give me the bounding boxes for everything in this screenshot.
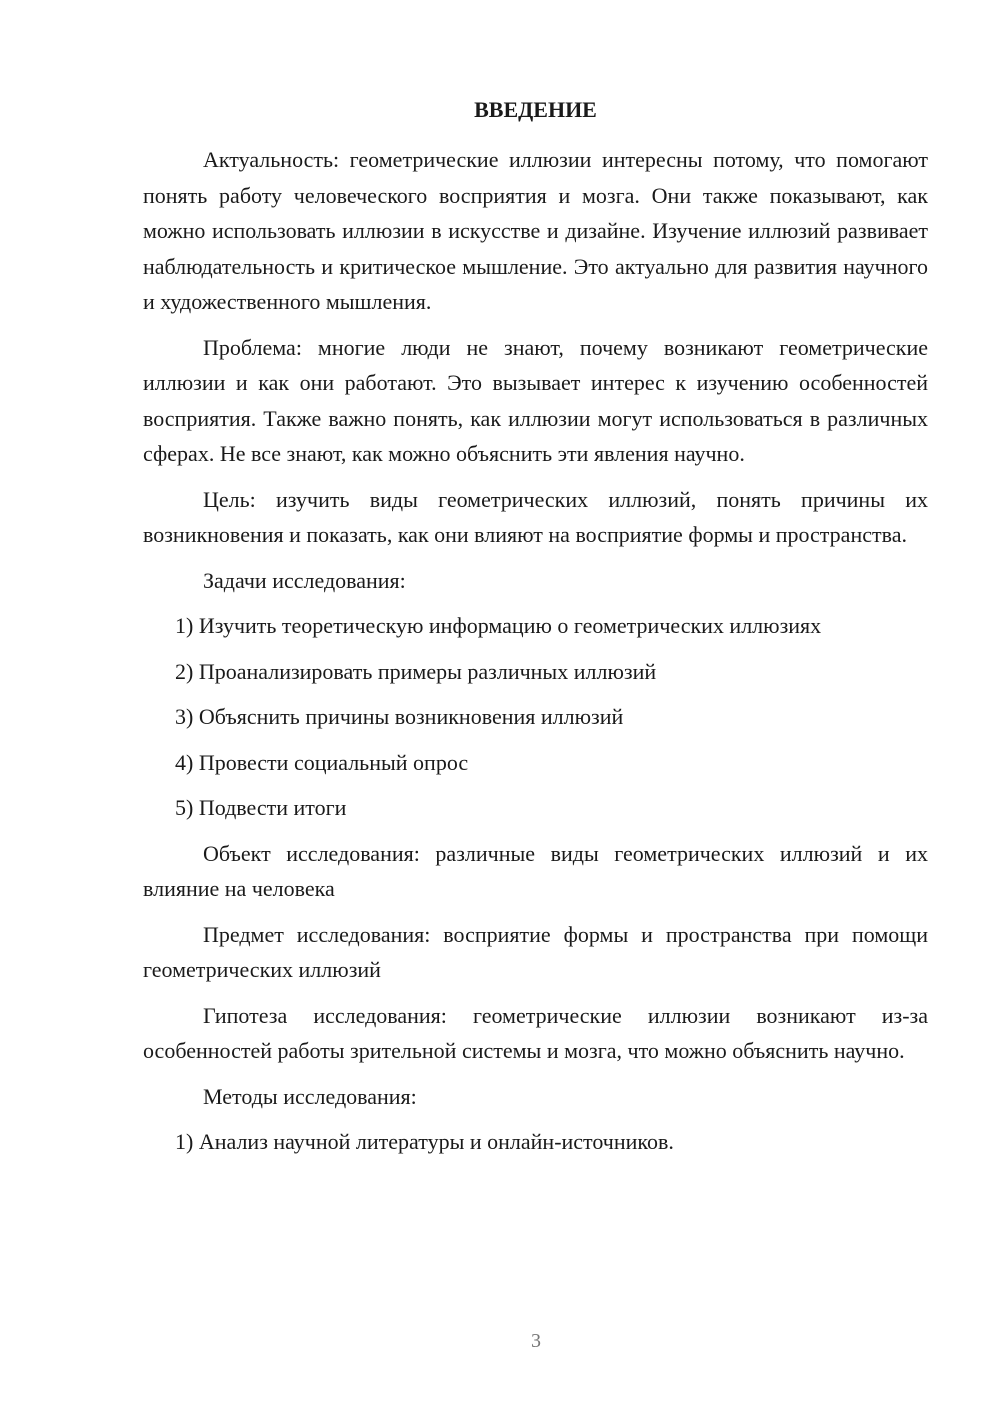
subject-paragraph: Предмет исследования: восприятие формы и пространства при помощи геометрических иллюзий bbox=[143, 921, 928, 982]
method-item: 1) Анализ научной литературы и онлайн-источников. bbox=[175, 1129, 674, 1154]
task-item: 5) Подвести итоги bbox=[175, 795, 347, 820]
object-paragraph: Объект исследования: различные виды геометрических иллюзий и их влияние на человека bbox=[143, 840, 928, 901]
task-item: 3) Объяснить причины возникновения иллюзий bbox=[175, 704, 624, 729]
relevance-paragraph: Актуальность: геометрические иллюзии интересны потому, что помогают понять работу человеческого восприятия и мозга. Они также показывают, как можно использовать иллюзии в искусстве и дизайне. Изучение иллюзий развивает наблюдательность и критическое мышление. Это актуально для развития научного и художественного мышления. bbox=[143, 147, 928, 314]
problem-paragraph: Проблема: многие люди не знают, почему возникают геометрические иллюзии и как они работают. Это вызывает интерес к изучению особенностей восприятия. Также важно понять, как иллюзии могут использоваться в различных сферах. Не все знают, как можно объяснить эти явления научно. bbox=[143, 334, 928, 466]
task-item: 2) Проанализировать примеры различных иллюзий bbox=[175, 658, 657, 684]
tasks-heading: Задачи исследования: bbox=[203, 567, 406, 593]
document-title: ВВЕДЕНИЕ bbox=[474, 97, 597, 122]
page-number: 3 bbox=[531, 1330, 541, 1352]
task-item: 1) Изучить теоретическую информацию о геометрических иллюзиях bbox=[175, 613, 822, 638]
methods-heading: Методы исследования: bbox=[203, 1083, 417, 1109]
goal-paragraph: Цель: изучить виды геометрических иллюзий, понять причины их возникновения и показать, как они влияют на восприятие формы и пространства. bbox=[143, 486, 928, 547]
task-item: 4) Провести социальный опрос bbox=[175, 749, 469, 775]
document-page bbox=[143, 92, 928, 1160]
hypothesis-paragraph: Гипотеза исследования: геометрические иллюзии возникают из-за особенностей работы зрительной системы и мозга, что можно объяснить научно. bbox=[143, 1002, 928, 1063]
